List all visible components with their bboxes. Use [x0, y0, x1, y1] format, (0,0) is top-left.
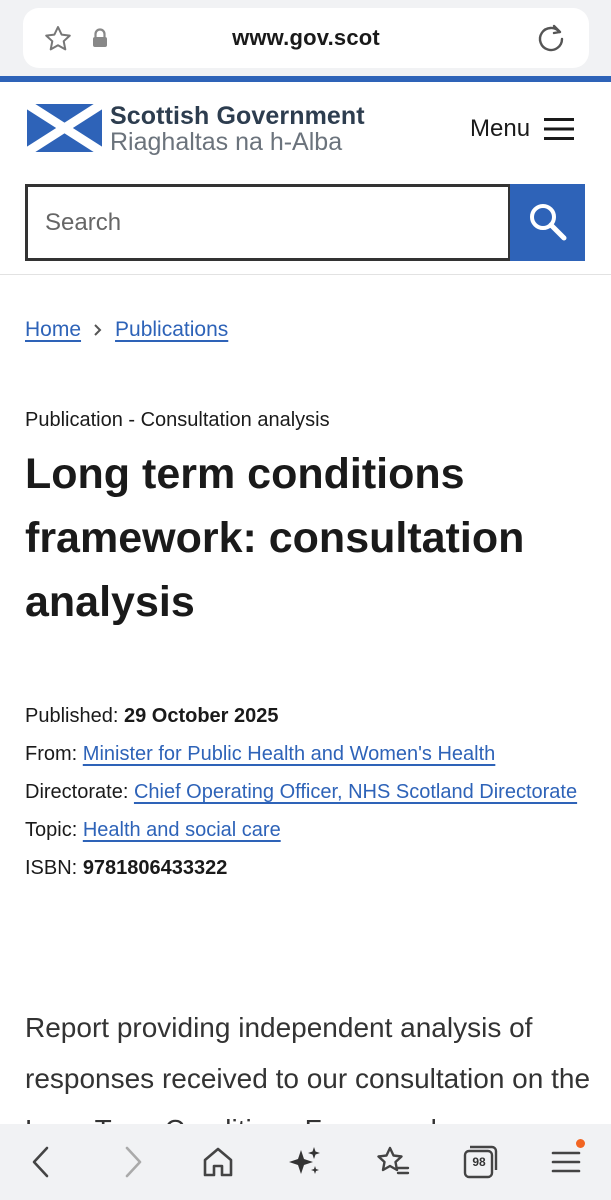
topic-link[interactable]: Health and social care [82, 819, 281, 841]
browser-toolbar [0, 0, 611, 76]
logo-text-gaelic[interactable]: Riaghaltas na h-Alba [110, 128, 343, 156]
from-link[interactable]: Minister for Public Health and Women's Health [82, 743, 496, 765]
document-type-label: Publication - Consultation analysis [25, 409, 330, 431]
notification-dot [576, 1139, 585, 1148]
forward-button[interactable] [112, 1142, 152, 1182]
meta-label: Published: [25, 705, 119, 727]
isbn-value: 9781806433322 [82, 857, 228, 879]
breadcrumb-home-link[interactable]: Home [25, 318, 82, 341]
menu-label: Menu [470, 115, 531, 142]
chevron-right-icon [93, 323, 103, 337]
published-date: 29 October 2025 [123, 705, 279, 727]
bookmarks-button[interactable] [372, 1142, 412, 1182]
search-input[interactable] [25, 184, 511, 261]
reload-icon[interactable] [535, 22, 567, 54]
meta-label: Topic: [25, 819, 78, 841]
sparkle-icon [285, 1142, 325, 1182]
site-search [25, 184, 585, 261]
meta-isbn [25, 849, 585, 887]
chevron-right-icon [112, 1142, 152, 1182]
publication-metadata [25, 697, 585, 887]
meta-label: From: [25, 743, 78, 765]
directorate-link[interactable]: Chief Operating Officer, NHS Scotland Directorate [133, 781, 578, 803]
browser-bottom-nav [0, 1124, 611, 1200]
meta-topic [25, 811, 585, 849]
search-button[interactable] [510, 184, 585, 261]
address-bar[interactable] [23, 8, 589, 68]
hamburger-menu-icon [546, 1142, 586, 1182]
tab-count: 98 [472, 1155, 486, 1169]
meta-label: Directorate: [25, 781, 129, 803]
home-button[interactable] [198, 1142, 238, 1182]
menu-button[interactable] [470, 112, 574, 146]
tabs-button[interactable] [460, 1142, 500, 1182]
saltire-flag-logo[interactable] [27, 104, 102, 152]
back-button[interactable] [22, 1142, 62, 1182]
ai-assistant-button[interactable] [285, 1142, 325, 1182]
search-icon [528, 202, 568, 242]
site-header [0, 82, 611, 178]
home-icon [198, 1142, 238, 1182]
chevron-left-icon [22, 1142, 62, 1182]
url-text[interactable]: www.gov.scot [232, 25, 380, 50]
meta-label: ISBN: [25, 857, 78, 879]
meta-from [25, 735, 585, 773]
bookmarks-star-list-icon [372, 1142, 412, 1182]
header-divider [0, 274, 611, 275]
logo-text-english[interactable]: Scottish Government [110, 102, 365, 130]
browser-menu-button[interactable] [546, 1142, 586, 1182]
meta-published [25, 697, 585, 735]
hamburger-menu-icon [544, 118, 574, 140]
breadcrumb [25, 318, 228, 342]
publication-summary: Report providing independent analysis of responses received to our consultation on the [25, 1012, 591, 1094]
page-title: Long term conditions framework: consultation analysis [25, 450, 525, 626]
breadcrumb-publications-link[interactable]: Publications [115, 318, 229, 341]
meta-directorate [25, 773, 585, 811]
